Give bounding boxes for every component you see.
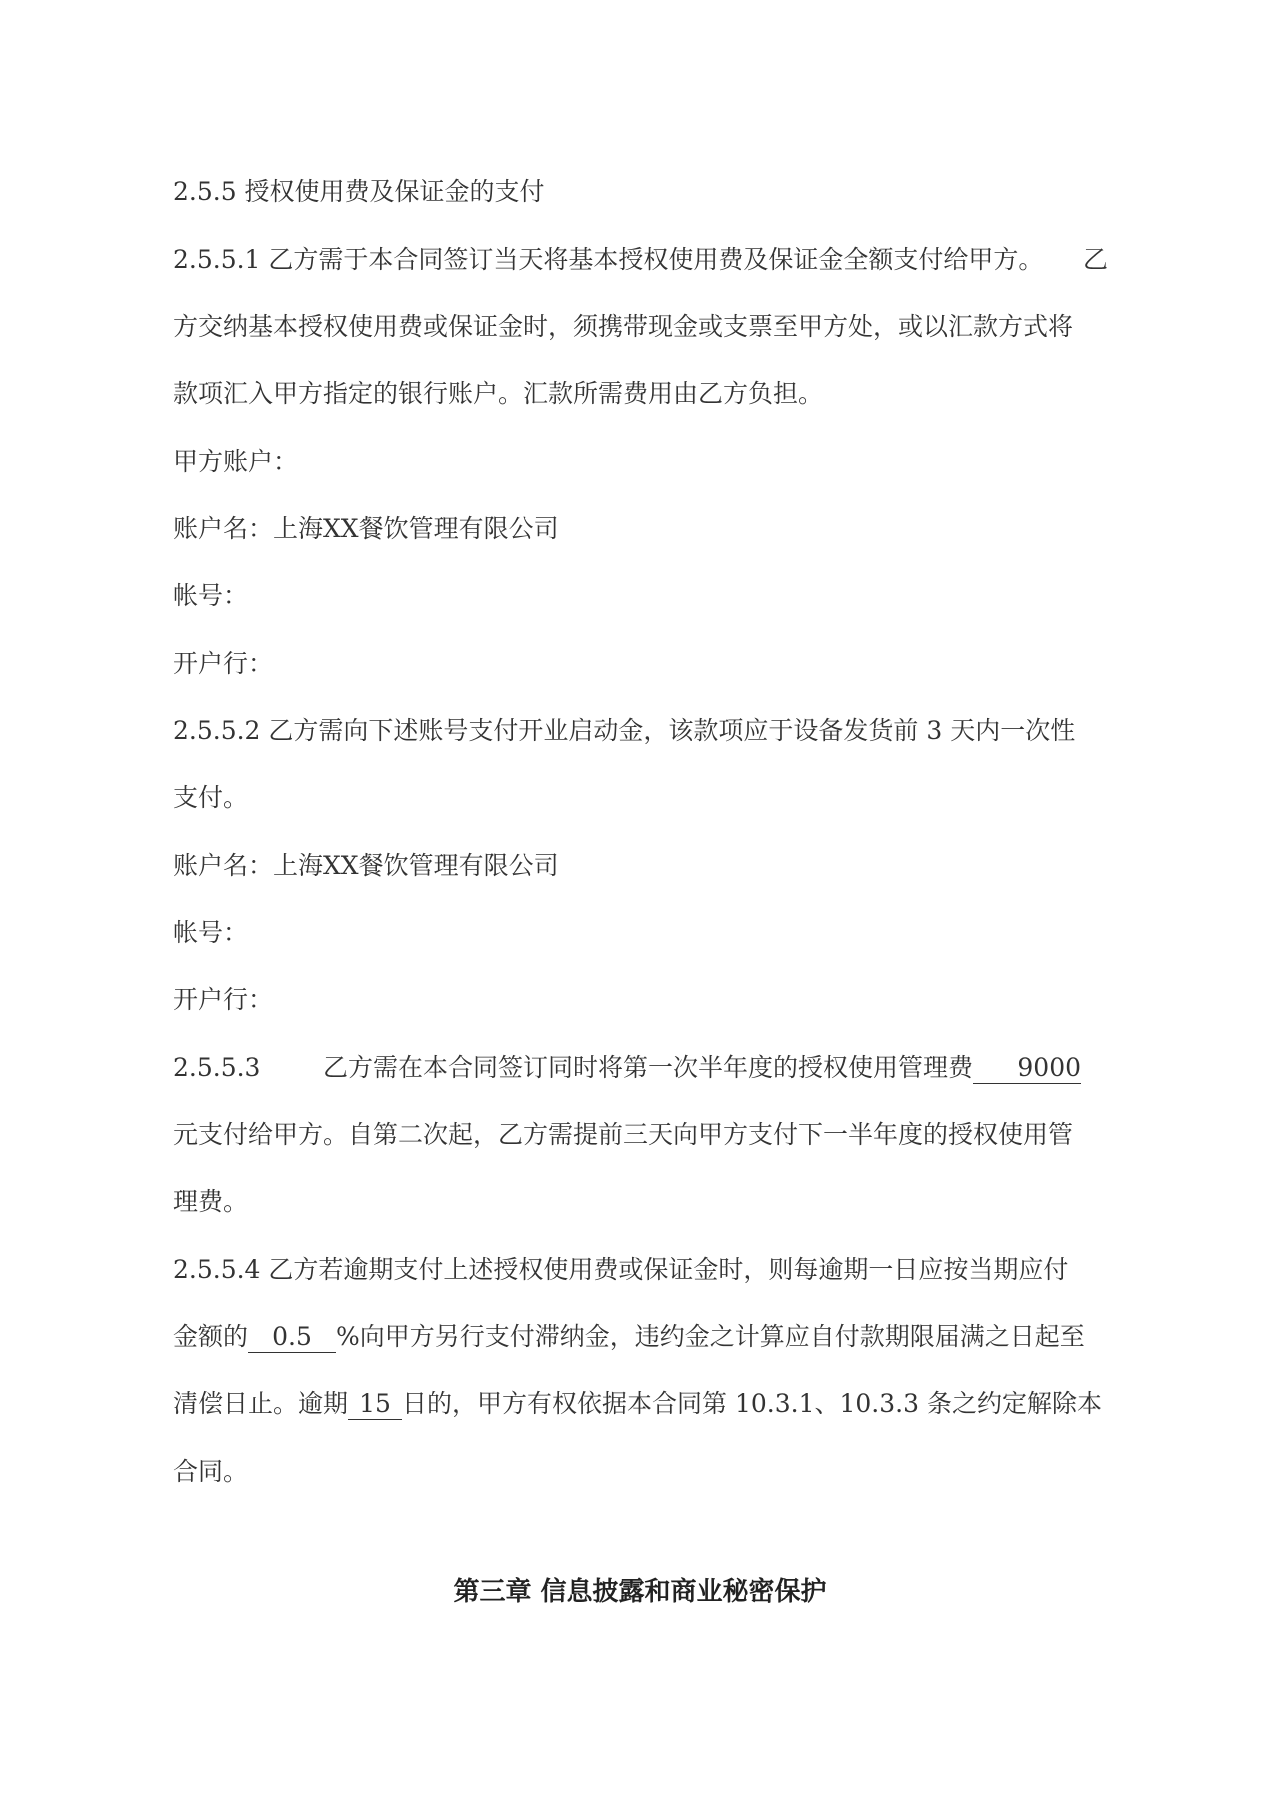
- section-2-5-5-3-line-2: 元支付给甲方。自第二次起，乙方需提前三天向甲方支付下一半年度的授权使用管: [173, 1120, 1074, 1149]
- section-2-5-5-4-line-2-post: %向甲方另行支付滞纳金，违约金之计算应自付款期限届满之日起至: [336, 1322, 1085, 1351]
- section-2-5-5-3-text: 乙方需在本合同签订同时将第一次半年度的授权使用管理费: [323, 1053, 974, 1082]
- late-fee-rate: 0.5: [248, 1322, 336, 1353]
- account-1-number: 帐号：: [173, 581, 249, 610]
- section-2-5-5-4-line-3: [173, 1387, 1108, 1421]
- section-2-5-5-4-line-2-pre: 金额的: [173, 1322, 249, 1351]
- section-2-5-5-heading: 2.5.5 授权使用费及保证金的支付: [173, 177, 545, 206]
- party-a-account-label: 甲方账户：: [173, 447, 299, 476]
- section-2-5-5-4-line-3-pre: 清偿日止。逾期: [173, 1389, 349, 1418]
- account-1-name: 账户名：上海XX餐饮管理有限公司: [173, 514, 559, 543]
- section-2-5-5-4-line-2: [173, 1320, 1108, 1354]
- chapter-3-title: 第三章 信息披露和商业秘密保护: [453, 1577, 827, 1607]
- section-2-5-5-2-line-1: 2.5.5.2 乙方需向下述账号支付开业启动金，该款项应于设备发货前 3 天内一次性: [173, 716, 1076, 745]
- section-2-5-5-4-line-3-post: 日的，甲方有权依据本合同第 10.3.1、10.3.3 条之约定解除本: [402, 1389, 1102, 1418]
- section-2-5-5-1-line-1-text: 2.5.5.1 乙方需于本合同签订当天将基本授权使用费及保证金全额支付给甲方。: [173, 245, 1044, 274]
- section-2-5-5-1-line-2: 方交纳基本授权使用费或保证金时，须携带现金或支票至甲方处，或以汇款方式将: [173, 312, 1074, 341]
- section-2-5-5-4-line-4: 合同。: [173, 1457, 249, 1486]
- overdue-days: 15: [348, 1389, 402, 1420]
- account-1-bank: 开户行：: [173, 649, 274, 678]
- section-2-5-5-3-line-1: [173, 1051, 1108, 1085]
- management-fee-amount: 9000: [973, 1053, 1081, 1084]
- section-2-5-5-2-line-2: 支付。: [173, 783, 249, 812]
- section-2-5-5-3-number: 2.5.5.3: [173, 1053, 261, 1082]
- account-2-name: 账户名：上海XX餐饮管理有限公司: [173, 851, 559, 880]
- section-2-5-5-1-line-1: [173, 243, 1108, 277]
- section-2-5-5-1-line-3: 款项汇入甲方指定的银行账户。汇款所需费用由乙方负担。: [173, 379, 824, 408]
- account-2-number: 帐号：: [173, 918, 249, 947]
- section-2-5-5-3-line-3: 理费。: [173, 1187, 249, 1216]
- account-2-bank: 开户行：: [173, 985, 274, 1014]
- section-2-5-5-4-line-1: 2.5.5.4 乙方若逾期支付上述授权使用费或保证金时，则每逾期一日应按当期应付: [173, 1255, 1069, 1284]
- section-2-5-5-1-line-1-end: 乙: [1082, 245, 1108, 274]
